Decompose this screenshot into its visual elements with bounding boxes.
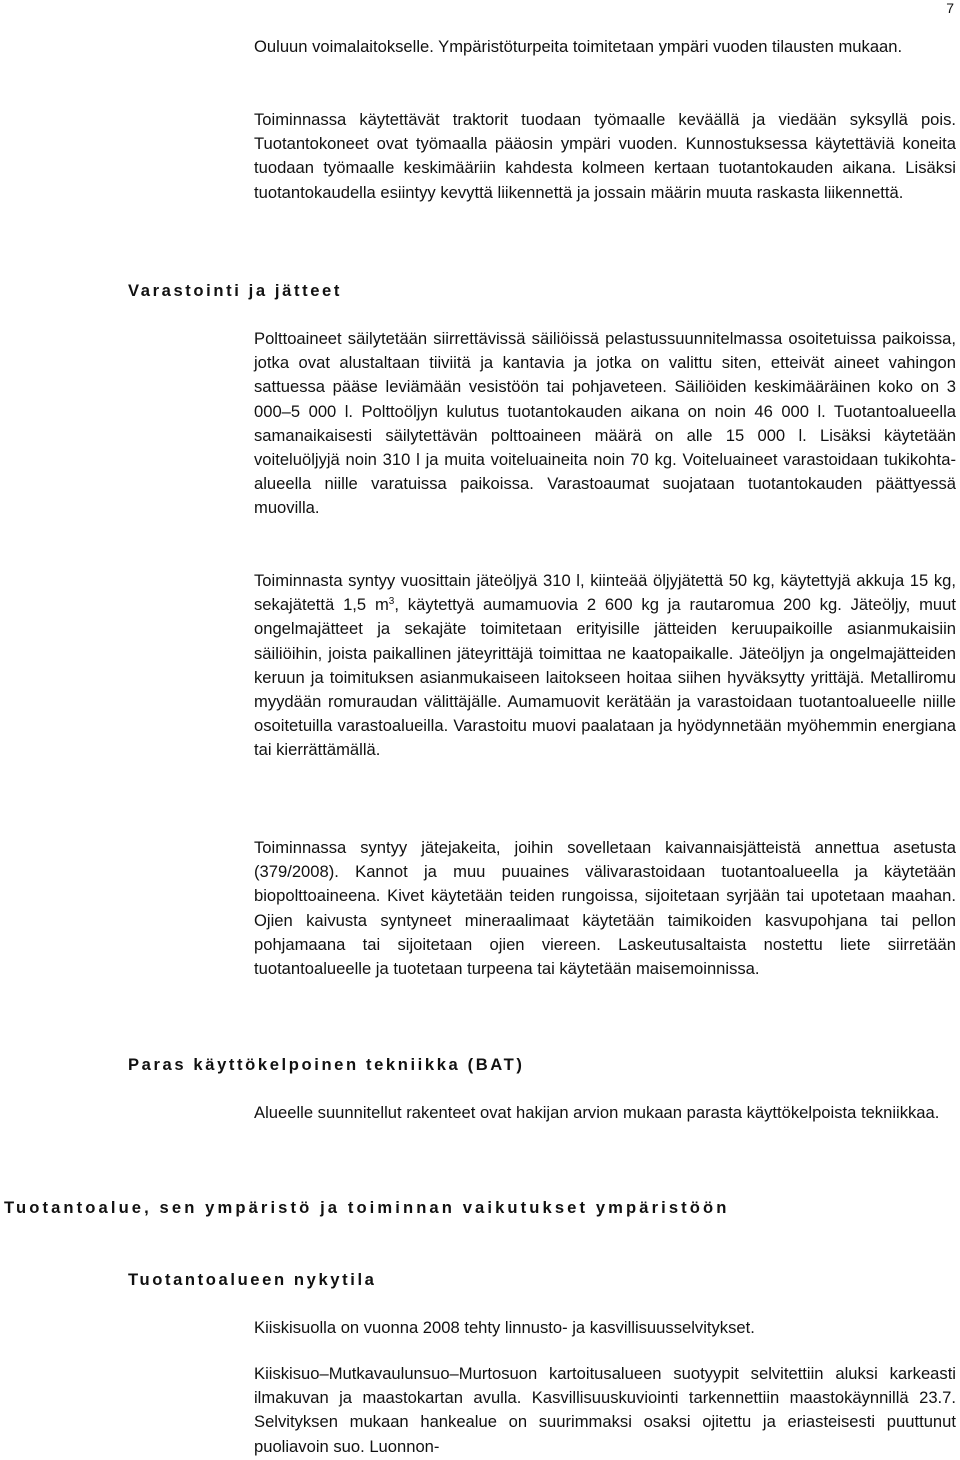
- intro-block: [254, 35, 956, 59]
- text-run: , käytettyä aumamuovia 2 600 kg ja rautaromua 200 kg. Jäteöljy, muut ongelmajätteet ja sekajäte toimitetaan erityisille jätteiden keruupaikoille asianmukaisiin säiliöihin, joista paikallinen jäteyrittäjä toimittaa ne kaatopaikalle. Jäteöljyn ja ongelmajätteiden keruun ja toimituksen asianmukaiseen laitokseen hoitaa siihen hyväksytty yrittäjä. Metalliromu myydään romuraudan välittäjälle. Aumamuovit kerätään ja varastoidaan tuotantoalueelle niille osoitetuilla varastoalueilla. Varastoitu muovi paalataan ja hyödynnetään myöhemmin energiana tai kierrättämällä.: [254, 595, 956, 760]
- section-heading-storage: Varastointi ja jätteet: [128, 281, 342, 300]
- paragraph: [254, 569, 956, 763]
- section-heading-current-state: Tuotantoalueen nykytila: [128, 1270, 377, 1289]
- text-run: Toiminnasta syntyy vuosittain jäteöljyä 310 l, kiinteää öljyjätettä 50 kg, käytettyjä akkuja 15 kg, sekajätettä 1,5 m: [254, 571, 956, 615]
- storage-waste-block: [254, 569, 956, 763]
- traffic-block: [254, 108, 956, 205]
- bat-block: [254, 1101, 956, 1125]
- paragraph: Polttoaineet säilytetään siirrettävissä säiliöissä pelastussuunnitelmassa osoitetuissa paikoissa, jotka ovat alustaltaan tiiviitä ja kantavia ja jotka on valittu siten, etteivät aineet vahingon sattuessa pääse leviämään vesistöön tai pohjaveteen. Säiliöiden keskimääräinen koko on 3 000–5 000 l. Polttoöljyn kulutus tuotantokauden aikana on noin 46 000 l. Tuotantoalueella samanaikaisesti säilytettävän polttoaineen määrä on alle 15 000 l. Lisäksi käytetään voiteluöljyjä noin 310 l ja muita voiteluaineita noin 70 kg. Voiteluaineet varastoidaan tukikohta-alueella niille varatuissa paikoissa. Varastoaumat suojataan tuotantokauden päättyessä muovilla.: [254, 329, 956, 518]
- chapter-heading: Tuotantoalue, sen ympäristö ja toiminnan vaikutukset ympäristöön: [4, 1198, 730, 1217]
- current-state-block-1: [254, 1316, 956, 1340]
- page-number: 7: [946, 0, 954, 16]
- section-heading-bat: Paras käyttökelpoinen tekniikka (BAT): [128, 1055, 525, 1074]
- paragraph: Toiminnassa syntyy jätejakeita, joihin sovelletaan kaivannaisjätteistä annettua asetusta (379/2008). Kannot ja muu puuaines välivarastoidaan tuotantoalueella ja käytetään biopolttoaineena. Kivet käytetään teiden rungoissa, sijoitetaan syrjään tai upotetaan maahan. Ojien kaivusta syntyneet mineraalimaat käytetään taimikoiden kasvupohjana tai pellon pohjamaana tai sijoitetaan ojien viereen. Laskeutusaltaista nostettu liete siirretään tuotantoalueelle ja tuotetaan turpeena tai käytetään maisemoinnissa.: [254, 838, 956, 979]
- storage-extractive-block: [254, 836, 956, 981]
- paragraph: Toiminnassa käytettävät traktorit tuodaan työmaalle keväällä ja viedään syksyllä pois. Tuotantokoneet ovat työmaalla pääosin ympäri vuoden. Kunnostuksessa käytettäviä koneita tuodaan työmaalle keskimääriin kahdesta kolmeen kertaan tuotantokauden aikana. Lisäksi tuotantokaudella esiintyy kevyttä liikennettä ja jossain määrin muuta raskasta liikennettä.: [254, 110, 956, 202]
- paragraph: Ouluun voimalaitokselle. Ympäristöturpeita toimitetaan ympäri vuoden tilausten mukaan.: [254, 37, 903, 56]
- paragraph: Alueelle suunnitellut rakenteet ovat hakijan arvion mukaan parasta käyttökelpoista tekniikkaa.: [254, 1103, 940, 1122]
- superscript: 3: [388, 596, 395, 608]
- current-state-block-2: [254, 1362, 956, 1459]
- paragraph: Kiiskisuolla on vuonna 2008 tehty linnusto- ja kasvillisuusselvitykset.: [254, 1318, 755, 1337]
- storage-fuel-block: [254, 327, 956, 521]
- paragraph: Kiiskisuo–Mutkavaulunsuo–Murtosuon kartoitusalueen suotyypit selvitettiin aluksi karkeasti ilmakuvan ja maastokartan avulla. Kasvillisuuskuviointi tarkennettiin maastokäynnillä 23.7. Selvityksen mukaan hankealue on suurimmaksi osaksi ojitettu ja eriasteisesti puuttunut puoliavoin suo. Luonnon-: [254, 1364, 956, 1456]
